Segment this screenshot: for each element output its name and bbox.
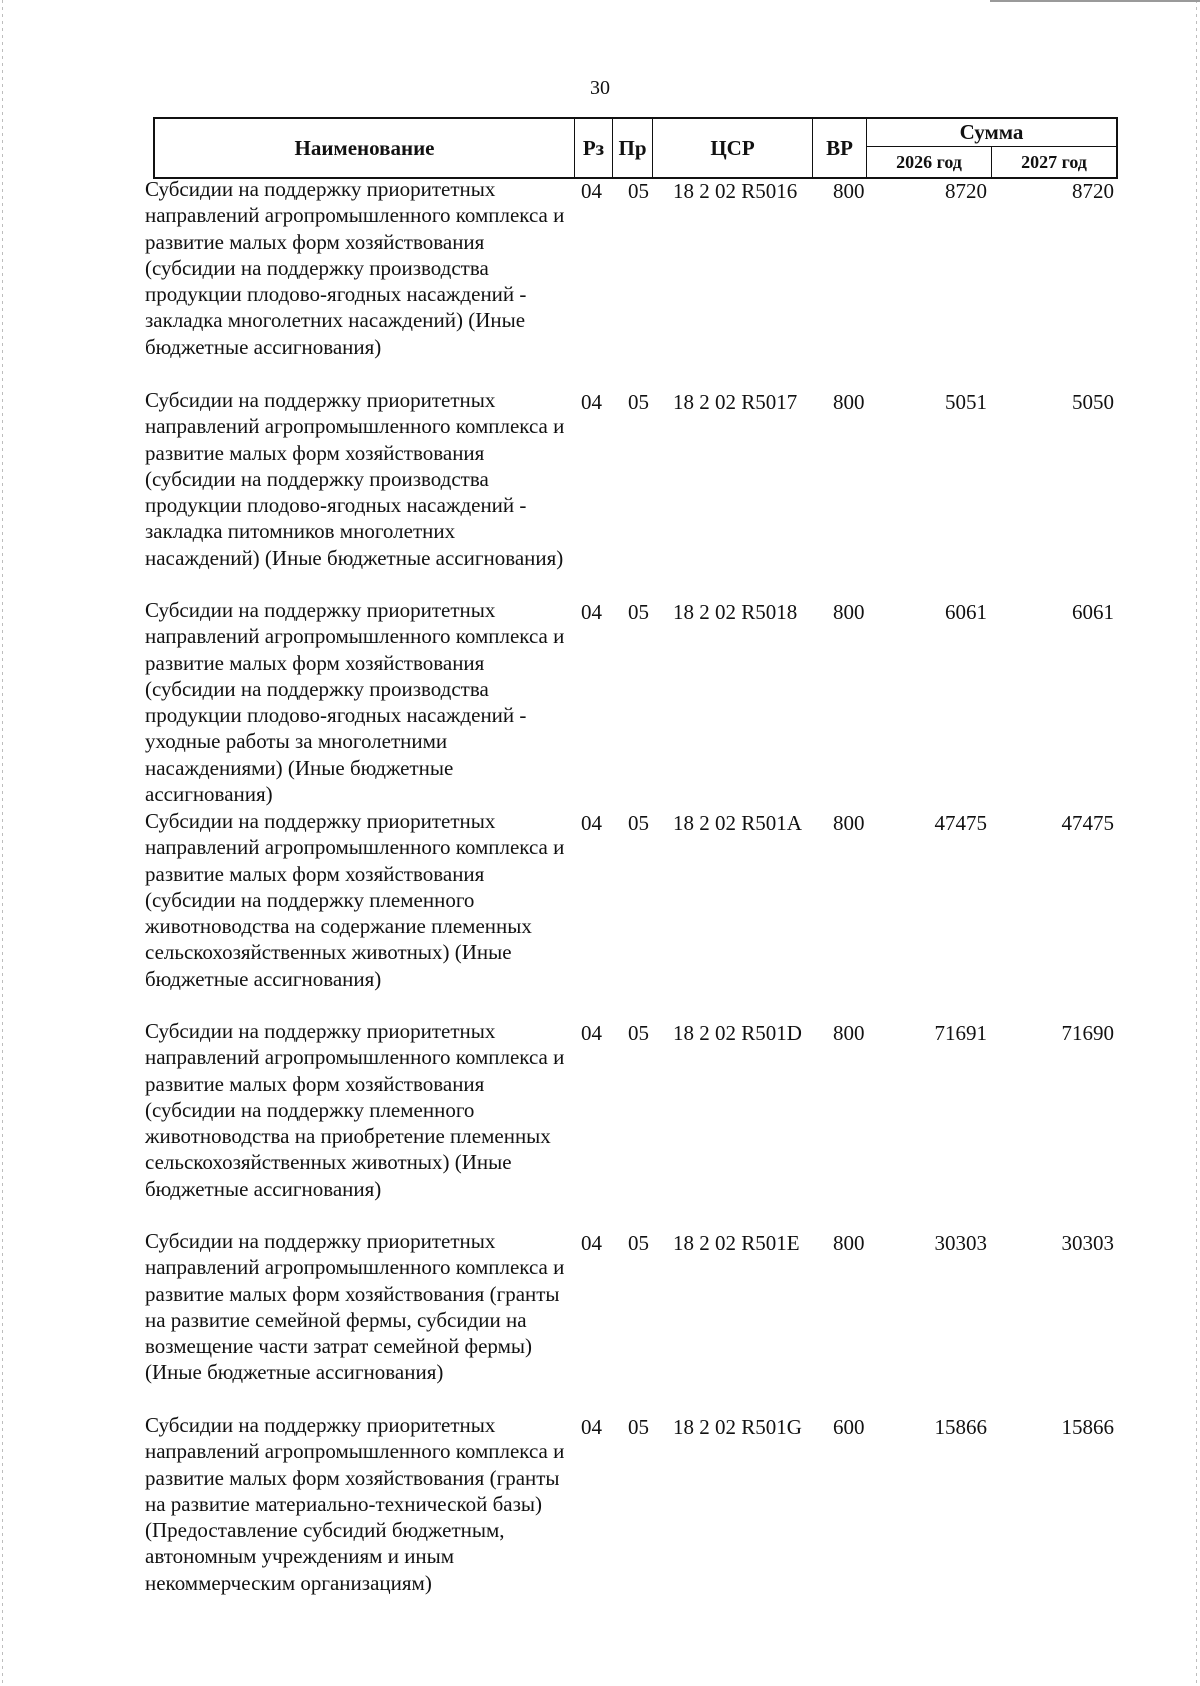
header-year-2026: 2026 год (867, 147, 992, 177)
cell-pr: 05 (628, 1021, 649, 1045)
cell-csr: 18 2 02 R501E (673, 1231, 800, 1255)
cell-vr: 800 (833, 390, 865, 414)
cell-rz: 04 (581, 600, 602, 624)
header-name: Наименование (155, 119, 575, 177)
header-rz: Рз (575, 119, 613, 177)
cell-rz: 04 (581, 1021, 602, 1045)
cell-csr: 18 2 02 R5018 (673, 600, 798, 624)
cell-csr: 18 2 02 R501D (673, 1021, 802, 1045)
cell-sum-2027: 30303 (1061, 1231, 1114, 1255)
cell-sum-2027: 47475 (1061, 811, 1114, 835)
cell-vr: 800 (833, 1231, 865, 1255)
cell-pr: 05 (628, 179, 649, 203)
cell-pr: 05 (628, 600, 649, 624)
cell-vr: 800 (833, 179, 865, 203)
cell-name: Субсидии на поддержку приоритетных направлений агропромышленного комплекса и развитие малых форм хозяйствования (субсидии на поддержку племенного животноводства на приобретение племенных сельскохозяйственных животных) (Иные бюджетные ассигнования) (145, 1019, 565, 1201)
cell-name: Субсидии на поддержку приоритетных направлений агропромышленного комплекса и развитие малых форм хозяйствования (гранты на развитие материально-технической базы) (Предоставление субсидий бюджетным, автономным учреждениям и иным некоммерческим организациям) (145, 1413, 565, 1595)
cell-sum-2026: 71691 (934, 1021, 987, 1045)
header-year-2027: 2027 год (1021, 151, 1087, 172)
scan-edge-left (2, 0, 3, 1686)
cell-name: Субсидии на поддержку приоритетных направлений агропромышленного комплекса и развитие малых форм хозяйствования (субсидии на поддержку производства продукции плодово-ягодных насаждений - закладка многолетних насаждений) (Иные бюджетные ассигнования) (145, 177, 565, 359)
header-vr: ВР (813, 119, 867, 177)
cell-pr: 05 (628, 390, 649, 414)
cell-csr: 18 2 02 R5017 (673, 390, 798, 414)
cell-sum-2026: 30303 (934, 1231, 987, 1255)
cell-sum-2026: 15866 (934, 1415, 987, 1439)
cell-sum-2026: 5051 (945, 390, 987, 414)
cell-pr: 05 (628, 811, 649, 835)
cell-csr: 18 2 02 R501G (673, 1415, 802, 1439)
cell-vr: 600 (833, 1415, 865, 1439)
cell-name: Субсидии на поддержку приоритетных направлений агропромышленного комплекса и развитие малых форм хозяйствования (субсидии на поддержку производства продукции плодово-ягодных насаждений - уходные работы за многолетними насаждениями) (Иные бюджетные ассигнования) (145, 598, 565, 807)
cell-sum-2027: 5050 (1072, 390, 1114, 414)
cell-sum-2026: 47475 (934, 811, 987, 835)
cell-pr: 05 (628, 1231, 649, 1255)
cell-sum-2026: 6061 (945, 600, 987, 624)
cell-rz: 04 (581, 811, 602, 835)
cell-csr: 18 2 02 R501A (673, 811, 802, 835)
cell-rz: 04 (581, 1231, 602, 1255)
cell-pr: 05 (628, 1415, 649, 1439)
cell-csr: 18 2 02 R5016 (673, 179, 798, 203)
cell-name: Субсидии на поддержку приоритетных направлений агропромышленного комплекса и развитие малых форм хозяйствования (гранты на развитие семейной фермы, субсидии на возмещение части затрат семейной фермы) (Иные бюджетные ассигнования) (145, 1229, 565, 1385)
scan-top-line (990, 0, 1200, 2)
page-number: 30 (590, 77, 610, 99)
cell-name: Субсидии на поддержку приоритетных направлений агропромышленного комплекса и развитие малых форм хозяйствования (субсидии на поддержку племенного животноводства на содержание племенных сельскохозяйственных животных) (Иные бюджетные ассигнования) (145, 809, 565, 991)
scan-edge-right (1196, 0, 1197, 1686)
cell-rz: 04 (581, 1415, 602, 1439)
header-csr: ЦСР (653, 119, 813, 177)
cell-sum-2026: 8720 (945, 179, 987, 203)
header-sum: Сумма (867, 119, 1116, 147)
cell-sum-2027: 8720 (1072, 179, 1114, 203)
cell-sum-2027: 15866 (1061, 1415, 1114, 1439)
cell-rz: 04 (581, 179, 602, 203)
cell-vr: 800 (833, 600, 865, 624)
header-pr: Пр (613, 119, 653, 177)
cell-sum-2027: 71690 (1061, 1021, 1114, 1045)
cell-vr: 800 (833, 811, 865, 835)
cell-rz: 04 (581, 390, 602, 414)
cell-sum-2027: 6061 (1072, 600, 1114, 624)
cell-name: Субсидии на поддержку приоритетных направлений агропромышленного комплекса и развитие малых форм хозяйствования (субсидии на поддержку производства продукции плодово-ягодных насаждений - закладка питомников многолетних насаждений) (Иные бюджетные ассигнования) (145, 388, 565, 570)
table-header (153, 117, 1118, 179)
cell-vr: 800 (833, 1021, 865, 1045)
